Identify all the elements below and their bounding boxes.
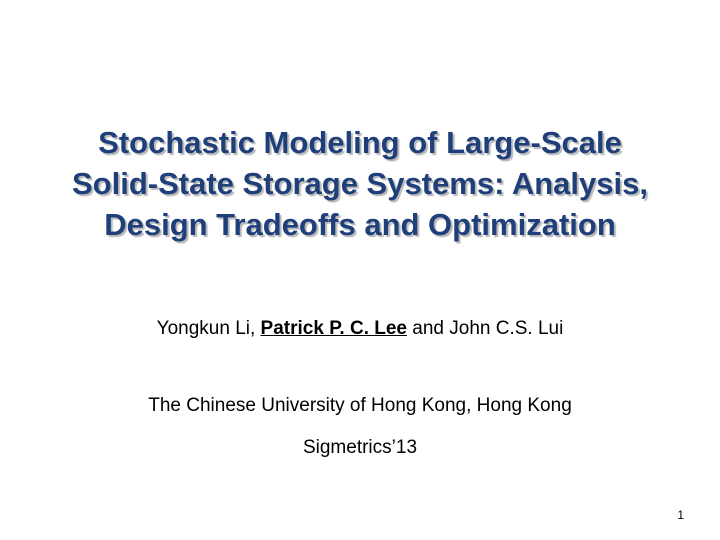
affiliation: The Chinese University of Hong Kong, Hong Kong [148, 395, 572, 416]
author-list [20, 316, 700, 342]
title-line-1: Stochastic Modeling of Large-Scale [98, 125, 622, 160]
slide-title [20, 122, 700, 245]
author-rest: and John C.S. Lui [407, 318, 564, 339]
page-number: 1 [677, 508, 684, 522]
venue: Sigmetrics’13 [302, 437, 418, 458]
author-first: Yongkun Li, [156, 318, 261, 339]
title-line-2: Solid-State Storage Systems: Analysis, [72, 166, 648, 201]
title-line-3: Design Tradeoffs and Optimization [104, 207, 616, 242]
author-presenter: Patrick P. C. Lee [260, 318, 407, 339]
